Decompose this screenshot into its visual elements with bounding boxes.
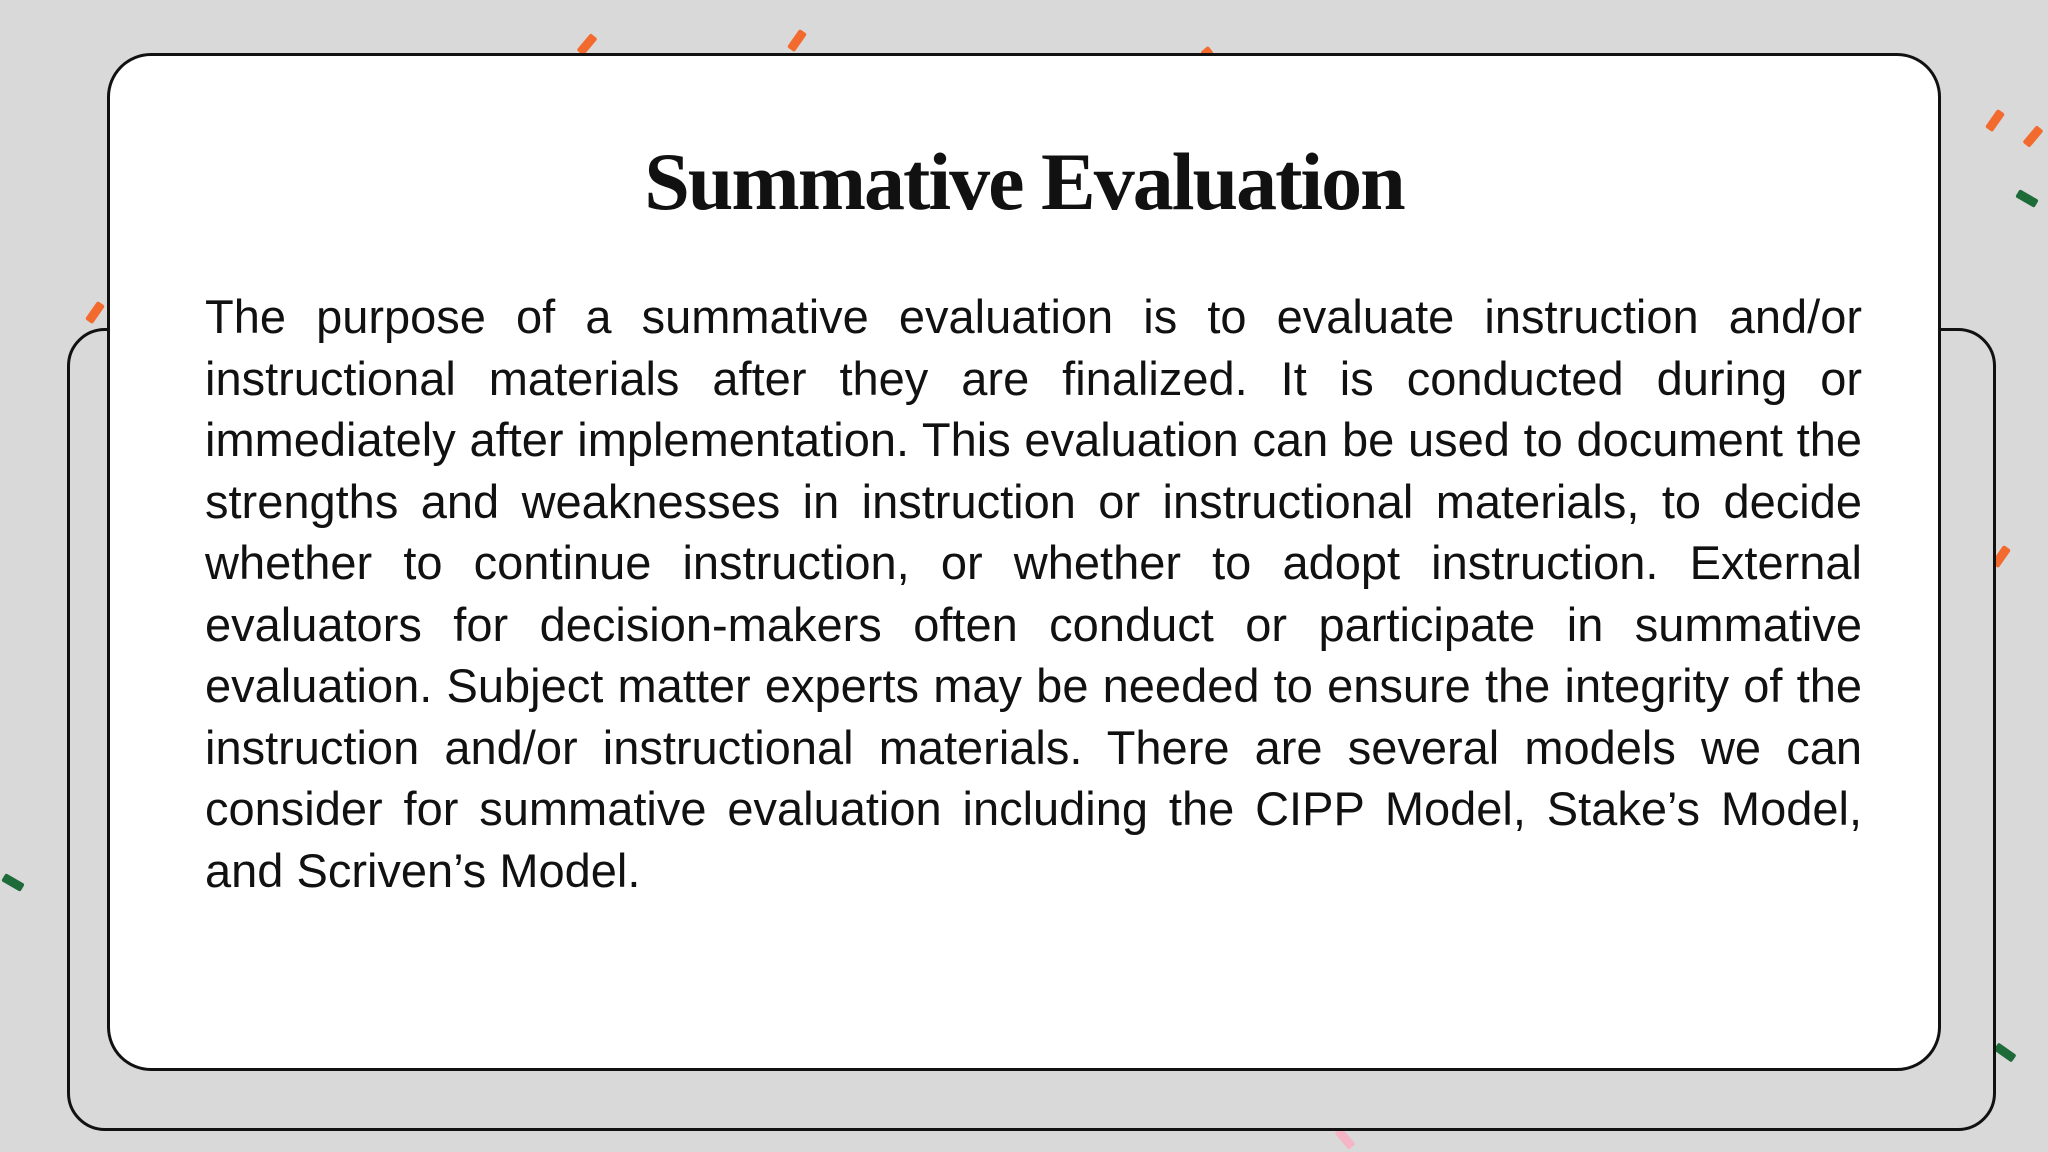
slide-body-text: The purpose of a summative evaluation is to evaluate instruction and/or instructional materials after they are finalized. It is conducted during or immediately after implementation. This evaluation can be used to document the strengths and weaknesses in instruction or instructional materials, to decide whether to continue instruction, or whether to adopt instruction. External evaluators for decision-makers often conduct or participate in summative evaluation. Subject matter experts may be needed to ensure the integrity of the instruction and/or instructional materials. There are several models we can consider for summative evaluation including the CIPP Model, Stake’s Model, and Scriven’s Model. [205, 290, 1862, 897]
slide-title: Summative Evaluation [644, 136, 1404, 227]
confetti-piece [787, 29, 807, 52]
confetti-piece [1993, 1043, 2016, 1063]
confetti-piece [1985, 109, 2005, 132]
confetti-piece [1, 873, 25, 892]
confetti-piece [85, 301, 105, 324]
